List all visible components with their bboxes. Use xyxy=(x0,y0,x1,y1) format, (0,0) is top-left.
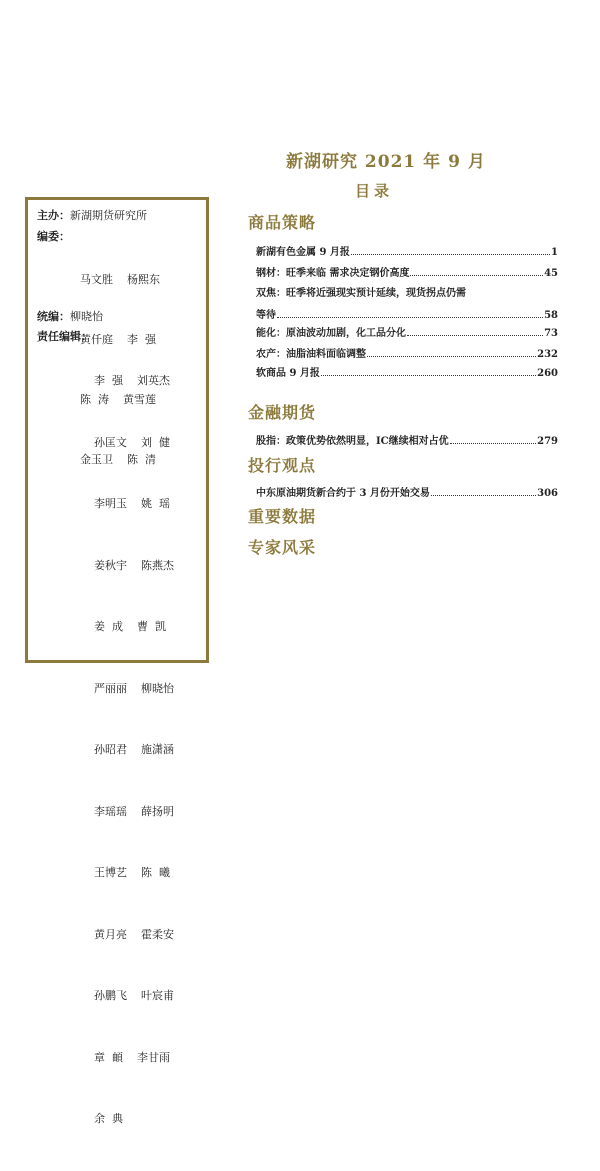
resp-label: 责任编辑： xyxy=(37,330,92,343)
chief-name: 柳晓怡 xyxy=(70,310,103,323)
toc-entry[interactable] xyxy=(256,264,558,279)
resp-editor-line: 黄月亮 霍柔安 xyxy=(94,927,174,941)
toc-entry-page: 1 xyxy=(551,247,558,258)
editor-line: 马文胜 杨熙东 xyxy=(80,273,160,286)
toc-entry-title: 农产：油脂油料面临调整 xyxy=(256,349,366,360)
resp-editor-line: 严丽丽 柳晓怡 xyxy=(94,681,174,695)
chief-label: 统编： xyxy=(37,310,70,323)
section-title-ib-views: 投行观点 xyxy=(248,456,317,475)
toc-entry-title: 股指：政策优势依然明显，IC继续相对占优 xyxy=(256,436,449,447)
toc-entry-page: 279 xyxy=(537,436,558,447)
toc-entry-page: 260 xyxy=(537,368,558,379)
section-title-key-data: 重要数据 xyxy=(248,507,317,526)
toc-leader xyxy=(277,317,543,318)
toc-entry[interactable] xyxy=(256,243,558,258)
toc-leader xyxy=(431,495,536,496)
toc-entry[interactable] xyxy=(256,484,558,499)
resp-editor-line: 姜秋宇 陈燕杰 xyxy=(94,558,174,572)
toc-entry-title: 软商品 9 月报 xyxy=(256,368,320,379)
toc-entry-page: 45 xyxy=(544,268,558,279)
editor-line: 陈 涛 黄雪莲 xyxy=(80,393,156,406)
editorial-board-box xyxy=(25,197,209,1125)
resp-editor-line: 孙鹏飞 叶宸甫 xyxy=(94,989,174,1002)
resp-editor-line: 姜 成 曹 凯 xyxy=(94,620,166,633)
section-title-financial: 金融期货 xyxy=(248,403,317,422)
editors-label: 编委： xyxy=(37,230,70,243)
host-row xyxy=(37,209,147,223)
toc-entry-title: 能化：原油波动加剧，化工品分化 xyxy=(256,328,406,339)
toc-entry[interactable] xyxy=(256,345,558,360)
toc-leader xyxy=(450,443,536,444)
resp-editors-list xyxy=(94,330,174,1171)
toc-entry-title: 新湖有色金属 9 月报 xyxy=(256,247,350,258)
toc-entry[interactable] xyxy=(256,324,558,339)
toc-leader xyxy=(321,375,536,376)
host-name: 新湖期货研究所 xyxy=(70,209,147,222)
toc-entry[interactable] xyxy=(256,364,558,379)
toc-heading: 目录 xyxy=(355,182,394,200)
resp-editor-line: 章 頔 李甘雨 xyxy=(94,1050,170,1064)
toc-entry-title-line1[interactable]: 双焦：旺季将近强现实预计延续，现货拐点仍需 xyxy=(256,288,466,299)
chief-row xyxy=(37,310,103,324)
toc-entry-page: 73 xyxy=(544,328,558,339)
toc-entry[interactable] xyxy=(256,432,558,447)
toc-leader xyxy=(367,356,536,357)
toc-leader xyxy=(410,275,543,276)
section-title-experts: 专家风采 xyxy=(248,538,317,557)
editor-line: 黄仟庭 李 强 xyxy=(80,333,156,346)
resp-editor-line: 李 强 刘英杰 xyxy=(94,374,170,387)
page-title: 新湖研究 2021 年 9 月 xyxy=(286,152,486,172)
editor-line: 金玉卫 陈 清 xyxy=(80,453,156,466)
resp-editor-line: 孙匡文 刘 健 xyxy=(94,435,170,449)
toc-entry-page: 306 xyxy=(537,488,558,499)
resp-editor-line: 王博艺 陈 曦 xyxy=(94,866,170,879)
toc-leader xyxy=(351,254,550,255)
toc-entry[interactable] xyxy=(256,306,558,321)
toc-entry-title: 钢材：旺季来临 需求决定钢价高度 xyxy=(256,268,410,279)
toc-entry-title: 等待 xyxy=(256,310,276,321)
resp-editor-line: 李瑶瑶 薛扬明 xyxy=(94,804,174,818)
toc-entry-page: 232 xyxy=(537,349,558,360)
resp-editor-line: 余 典 xyxy=(94,1112,123,1125)
resp-editor-line: 孙昭君 施潇涵 xyxy=(94,743,174,756)
toc-leader xyxy=(407,335,543,336)
host-label: 主办： xyxy=(37,209,70,222)
section-title-commodity: 商品策略 xyxy=(248,213,317,232)
resp-editor-line: 李明玉 姚 瑶 xyxy=(94,497,170,510)
toc-entry-title: 中东原油期货新合约于 3 月份开始交易 xyxy=(256,488,430,499)
toc-entry-page: 58 xyxy=(544,310,558,321)
